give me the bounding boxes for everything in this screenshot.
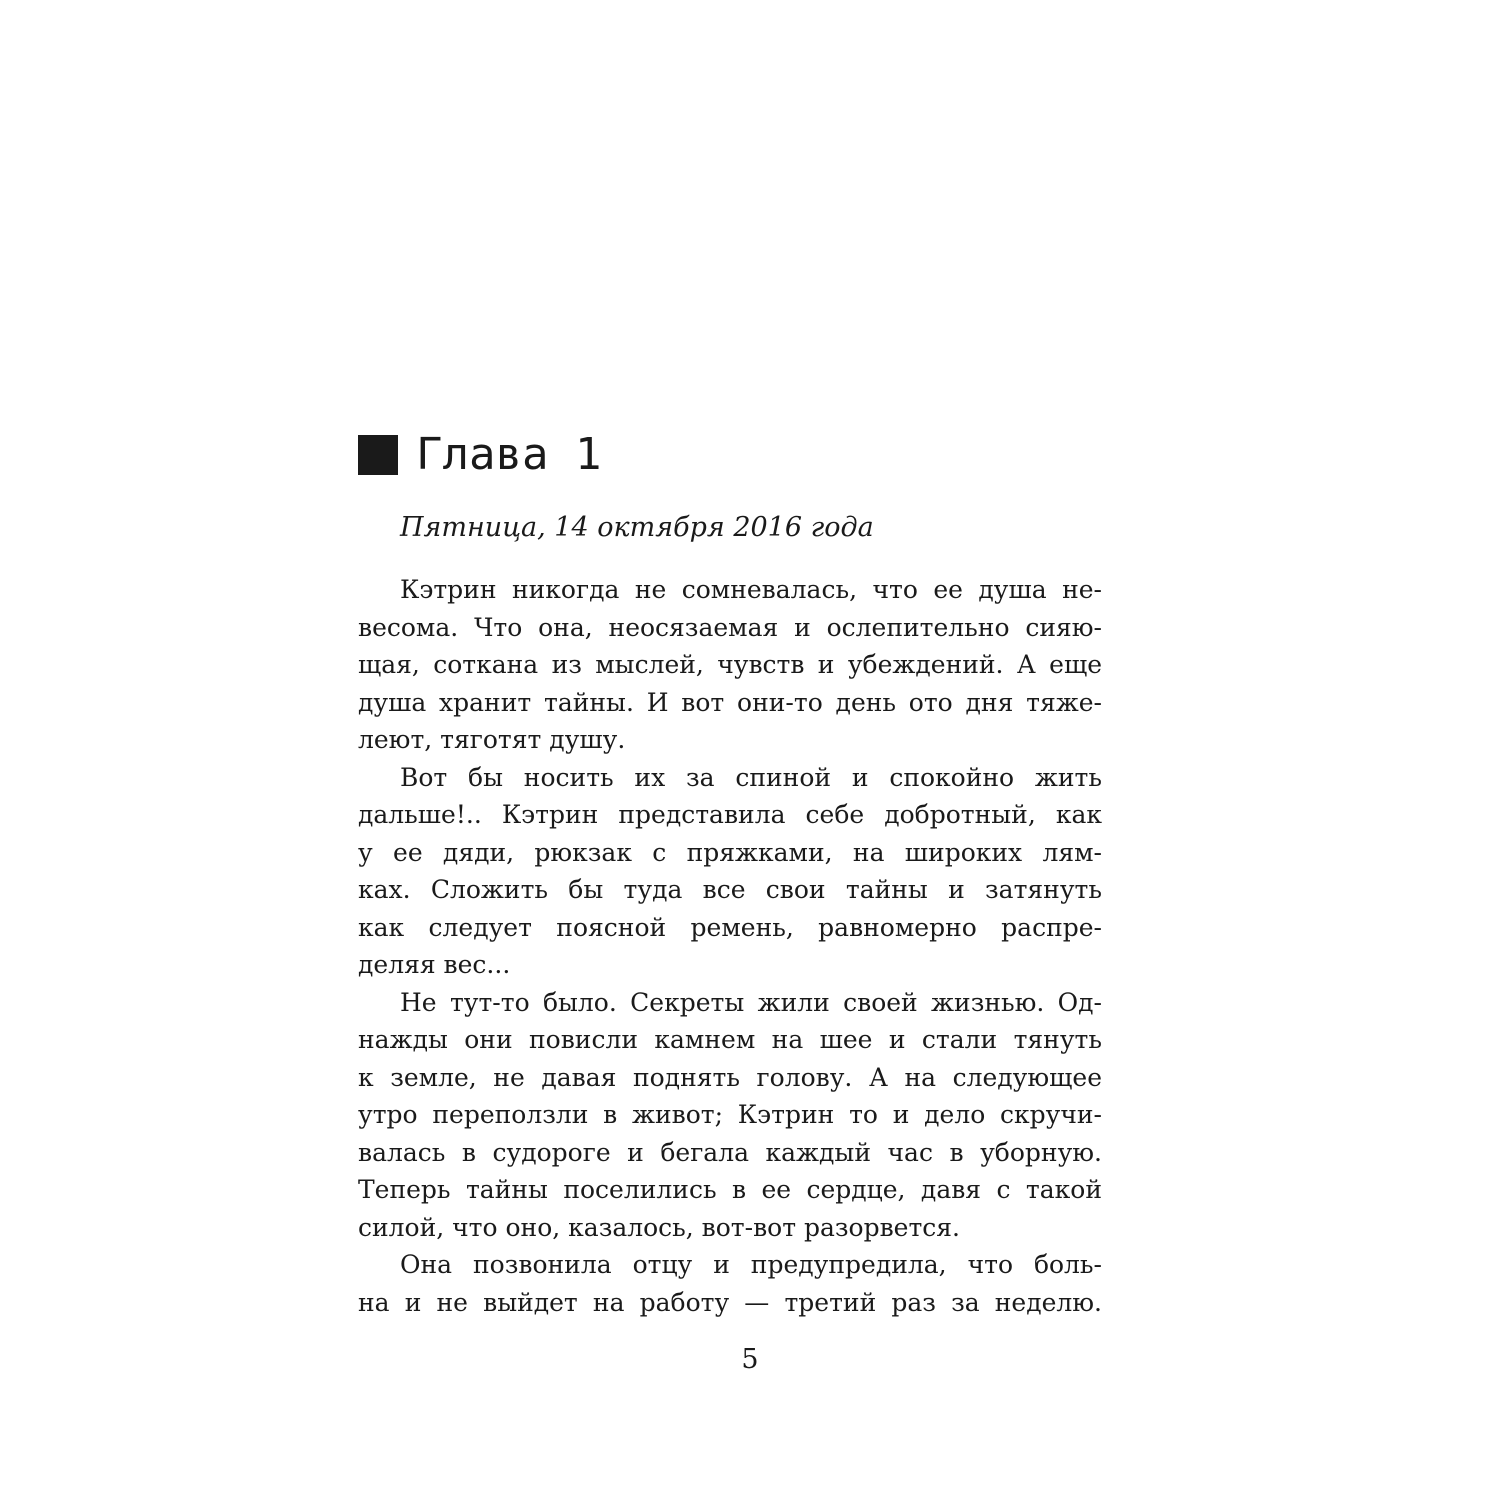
text-line: весома. Что она, неосязаемая и ослепительно сияю-: [358, 612, 1102, 642]
text-line: деляя вес...: [358, 950, 511, 979]
chapter-heading: [358, 425, 601, 485]
chapter-title: Глава 1: [416, 429, 602, 480]
text-line: ках. Сложить бы туда все свои тайны и затянуть: [358, 875, 1102, 904]
text-line: утро переползли в живот; Кэтрин то и дело скручи-: [358, 1100, 1102, 1129]
page-number: 5: [741, 1344, 759, 1375]
text-line: у ее дяди, рюкзак с пряжками, на широких лям-: [358, 837, 1102, 867]
date-line: Пятница, 14 октября 2016 года: [400, 512, 874, 543]
text-line: Теперь тайны поселились в ее сердце, давя с такой: [358, 1175, 1102, 1204]
text-line: нажды они повисли камнем на шее и стали тянуть: [358, 1025, 1102, 1054]
text-line: Кэтрин никогда не сомневалась, что ее душа не-: [400, 575, 1102, 604]
text-line: дальше!.. Кэтрин представила себе добротный, как: [358, 800, 1102, 829]
text-line: душа хранит тайны. И вот они-то день ото дня тяже-: [358, 687, 1102, 717]
text-line: леют, тяготят душу.: [358, 725, 626, 754]
text-line: Она позвонила отцу и предупредила, что боль-: [400, 1250, 1102, 1279]
text-line: как следует поясной ремень, равномерно распре-: [358, 912, 1102, 942]
text-line: валась в судороге и бегала каждый час в уборную.: [358, 1137, 1102, 1167]
text-line: щая, соткана из мыслей, чувств и убеждений. А еще: [358, 650, 1102, 679]
text-line: силой, что оно, казалось, вот-вот разорвется.: [358, 1212, 961, 1242]
body-text: [358, 571, 1102, 1321]
text-line: Не тут-то было. Секреты жили своей жизнью. Од-: [400, 987, 1102, 1017]
chapter-square-marker: [358, 435, 398, 475]
text-line: к земле, не давая поднять голову. А на следующее: [358, 1062, 1102, 1092]
text-line: Вот бы носить их за спиной и спокойно жить: [400, 762, 1102, 792]
text-line: на и не выйдет на работу — третий раз за неделю.: [358, 1287, 1102, 1317]
